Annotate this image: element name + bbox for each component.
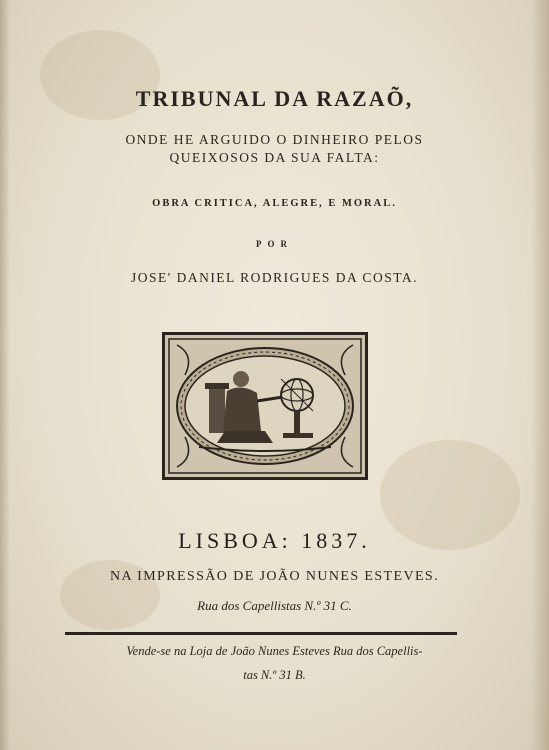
page-edge-shadow-right [531,0,549,750]
subtitle-line-1: ONDE HE ARGUIDO O DINHEIRO PELOS [125,132,424,147]
by-line: POR [256,239,293,249]
author-name: JOSE' DANIEL RODRIGUES DA COSTA. [131,270,418,285]
horizontal-rule [65,632,457,635]
book-title: TRIBUNAL DA RAZAÕ, [135,86,414,111]
sale-notice-line-1: Vende-se na Loja de João Nunes Esteves Rua dos Capellis- [126,644,423,658]
engraved-vignette [162,332,368,480]
imprint-printer: NA IMPRESSÃO DE JOÃO NUNES ESTEVES. [109,569,440,584]
page-edge-shadow-left [0,0,10,750]
imprint-address: Rua dos Capellistas N.º 31 C. [197,598,352,613]
imprint-city-year: LISBOA: 1837. [178,528,371,553]
engraved-vignette-figure-with-globe-icon [165,335,365,477]
genre-line: OBRA CRITICA, ALEGRE, E MORAL. [152,198,397,209]
subtitle-line-2: QUEIXOSOS DA SUA FALTA: [169,150,380,165]
sale-notice-line-2: tas N.º 31 B. [243,668,306,682]
